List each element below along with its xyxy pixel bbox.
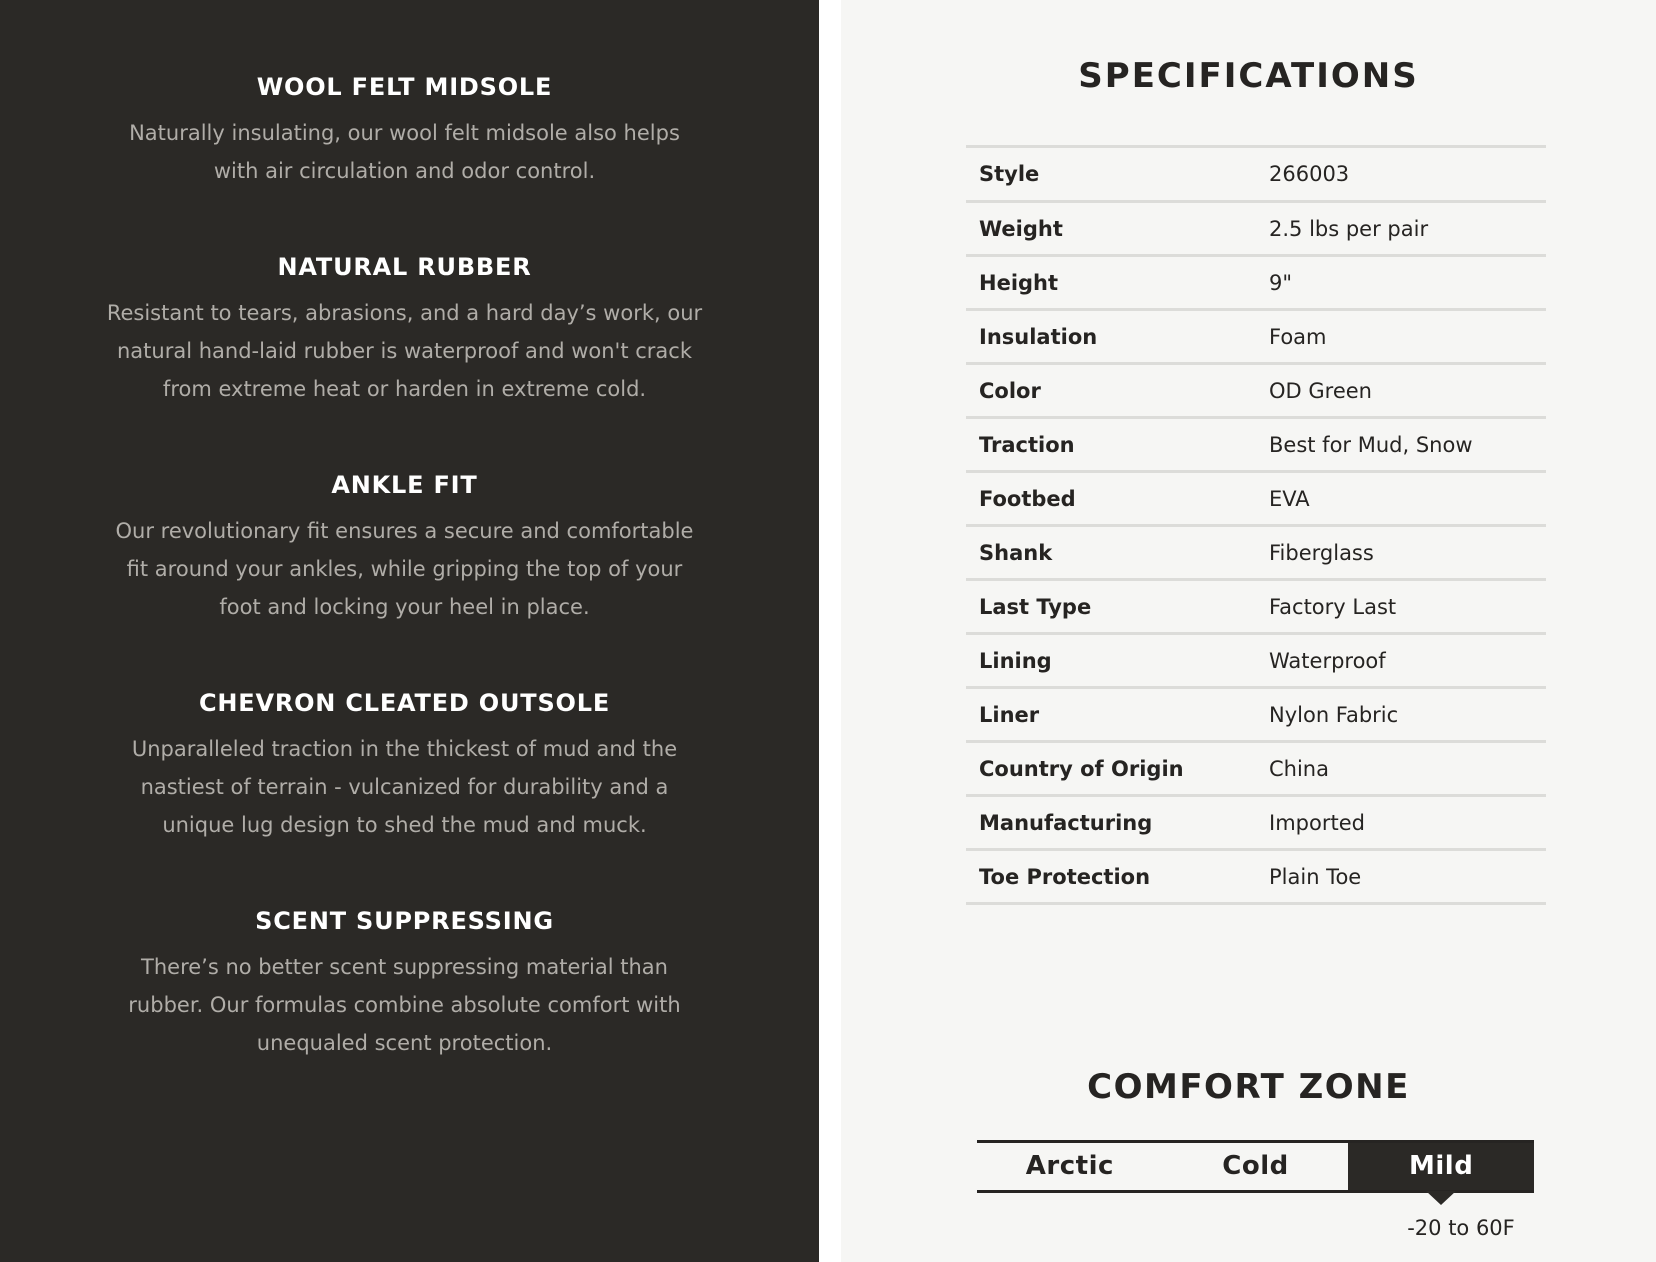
spec-label: Lining <box>979 649 1052 673</box>
spec-label: Insulation <box>979 325 1098 349</box>
feature-title: NATURAL RUBBER <box>277 253 532 281</box>
spec-value: Fiberglass <box>1269 541 1374 565</box>
feature-chevron-cleated-outsole <box>0 686 809 844</box>
feature-description: Unparalleled traction in the thickest of mud and the nastiest of terrain - vulcanized for durability and a unique lug design to shed the mud and muck. <box>131 737 678 837</box>
specifications-title: SPECIFICATIONS <box>1078 56 1419 96</box>
spec-label: Footbed <box>979 487 1076 511</box>
spec-row-footbed <box>966 473 1546 527</box>
feature-title: ANKLE FIT <box>331 471 478 499</box>
spec-label: Weight <box>979 217 1063 241</box>
specifications-table <box>966 145 1546 905</box>
spec-row-manufacturing <box>966 797 1546 851</box>
comfort-zone-title: COMFORT ZONE <box>1087 1067 1410 1107</box>
spec-row-lining <box>966 635 1546 689</box>
spec-label: Style <box>979 162 1040 186</box>
spec-row-weight <box>966 203 1546 257</box>
feature-description: Naturally insulating, our wool felt midsole also helps with air circulation and odor control. <box>129 121 680 183</box>
spec-value: 2.5 lbs per pair <box>1269 217 1429 241</box>
feature-ankle-fit <box>0 468 809 626</box>
feature-scent-suppressing <box>0 904 809 1062</box>
comfort-zone-cold: Cold <box>1222 1151 1289 1181</box>
feature-wool-felt-midsole <box>0 70 809 190</box>
specifications-panel <box>841 0 1656 1262</box>
spec-value: Best for Mud, Snow <box>1269 433 1473 457</box>
spec-label: Traction <box>979 433 1075 457</box>
spec-value: OD Green <box>1269 379 1372 403</box>
spec-row-style <box>966 148 1546 203</box>
spec-label: Manufacturing <box>979 811 1153 835</box>
spec-value: 266003 <box>1269 162 1350 186</box>
spec-row-traction <box>966 419 1546 473</box>
spec-row-liner <box>966 689 1546 743</box>
spec-value: EVA <box>1269 487 1310 511</box>
comfort-zone-range: -20 to 60F <box>1407 1216 1515 1240</box>
spec-label: Liner <box>979 703 1040 727</box>
spec-label: Country of Origin <box>979 757 1184 781</box>
spec-row-toe-protection <box>966 851 1546 905</box>
spec-value: China <box>1269 757 1329 781</box>
feature-title: SCENT SUPPRESSING <box>255 907 554 935</box>
spec-value: Imported <box>1269 811 1365 835</box>
spec-row-country-of-origin <box>966 743 1546 797</box>
comfort-zone-scale <box>977 1140 1534 1193</box>
spec-row-shank <box>966 527 1546 581</box>
spec-value: Plain Toe <box>1269 865 1362 889</box>
spec-row-last-type <box>966 581 1546 635</box>
comfort-zone-mild-active: Mild <box>1348 1143 1534 1190</box>
feature-description: Our revolutionary fit ensures a secure and comfortable fit around your ankles, while gripping the top of your foot and locking your heel in place. <box>115 519 694 619</box>
spec-value: Waterproof <box>1269 649 1386 673</box>
spec-value: Factory Last <box>1269 595 1397 619</box>
spec-label: Color <box>979 379 1041 403</box>
spec-row-color <box>966 365 1546 419</box>
spec-label: Shank <box>979 541 1053 565</box>
feature-description: There’s no better scent suppressing material than rubber. Our formulas combine absolute comfort with unequaled scent protection. <box>128 955 681 1055</box>
spec-value: Foam <box>1269 325 1327 349</box>
spec-label: Toe Protection <box>979 865 1151 889</box>
spec-row-height <box>966 257 1546 311</box>
spec-value: Nylon Fabric <box>1269 703 1399 727</box>
spec-label: Height <box>979 271 1059 295</box>
feature-title: WOOL FELT MIDSOLE <box>256 73 553 101</box>
features-panel <box>0 0 819 1262</box>
feature-title: CHEVRON CLEATED OUTSOLE <box>198 689 611 717</box>
feature-description: Resistant to tears, abrasions, and a hard day’s work, our natural hand-laid rubber is waterproof and won't crack from extreme heat or harden in extreme cold. <box>106 301 703 401</box>
comfort-zone-arctic: Arctic <box>1025 1151 1114 1181</box>
spec-value: 9" <box>1269 271 1293 295</box>
spec-label: Last Type <box>979 595 1092 619</box>
feature-natural-rubber <box>0 250 809 408</box>
spec-row-insulation <box>966 311 1546 365</box>
